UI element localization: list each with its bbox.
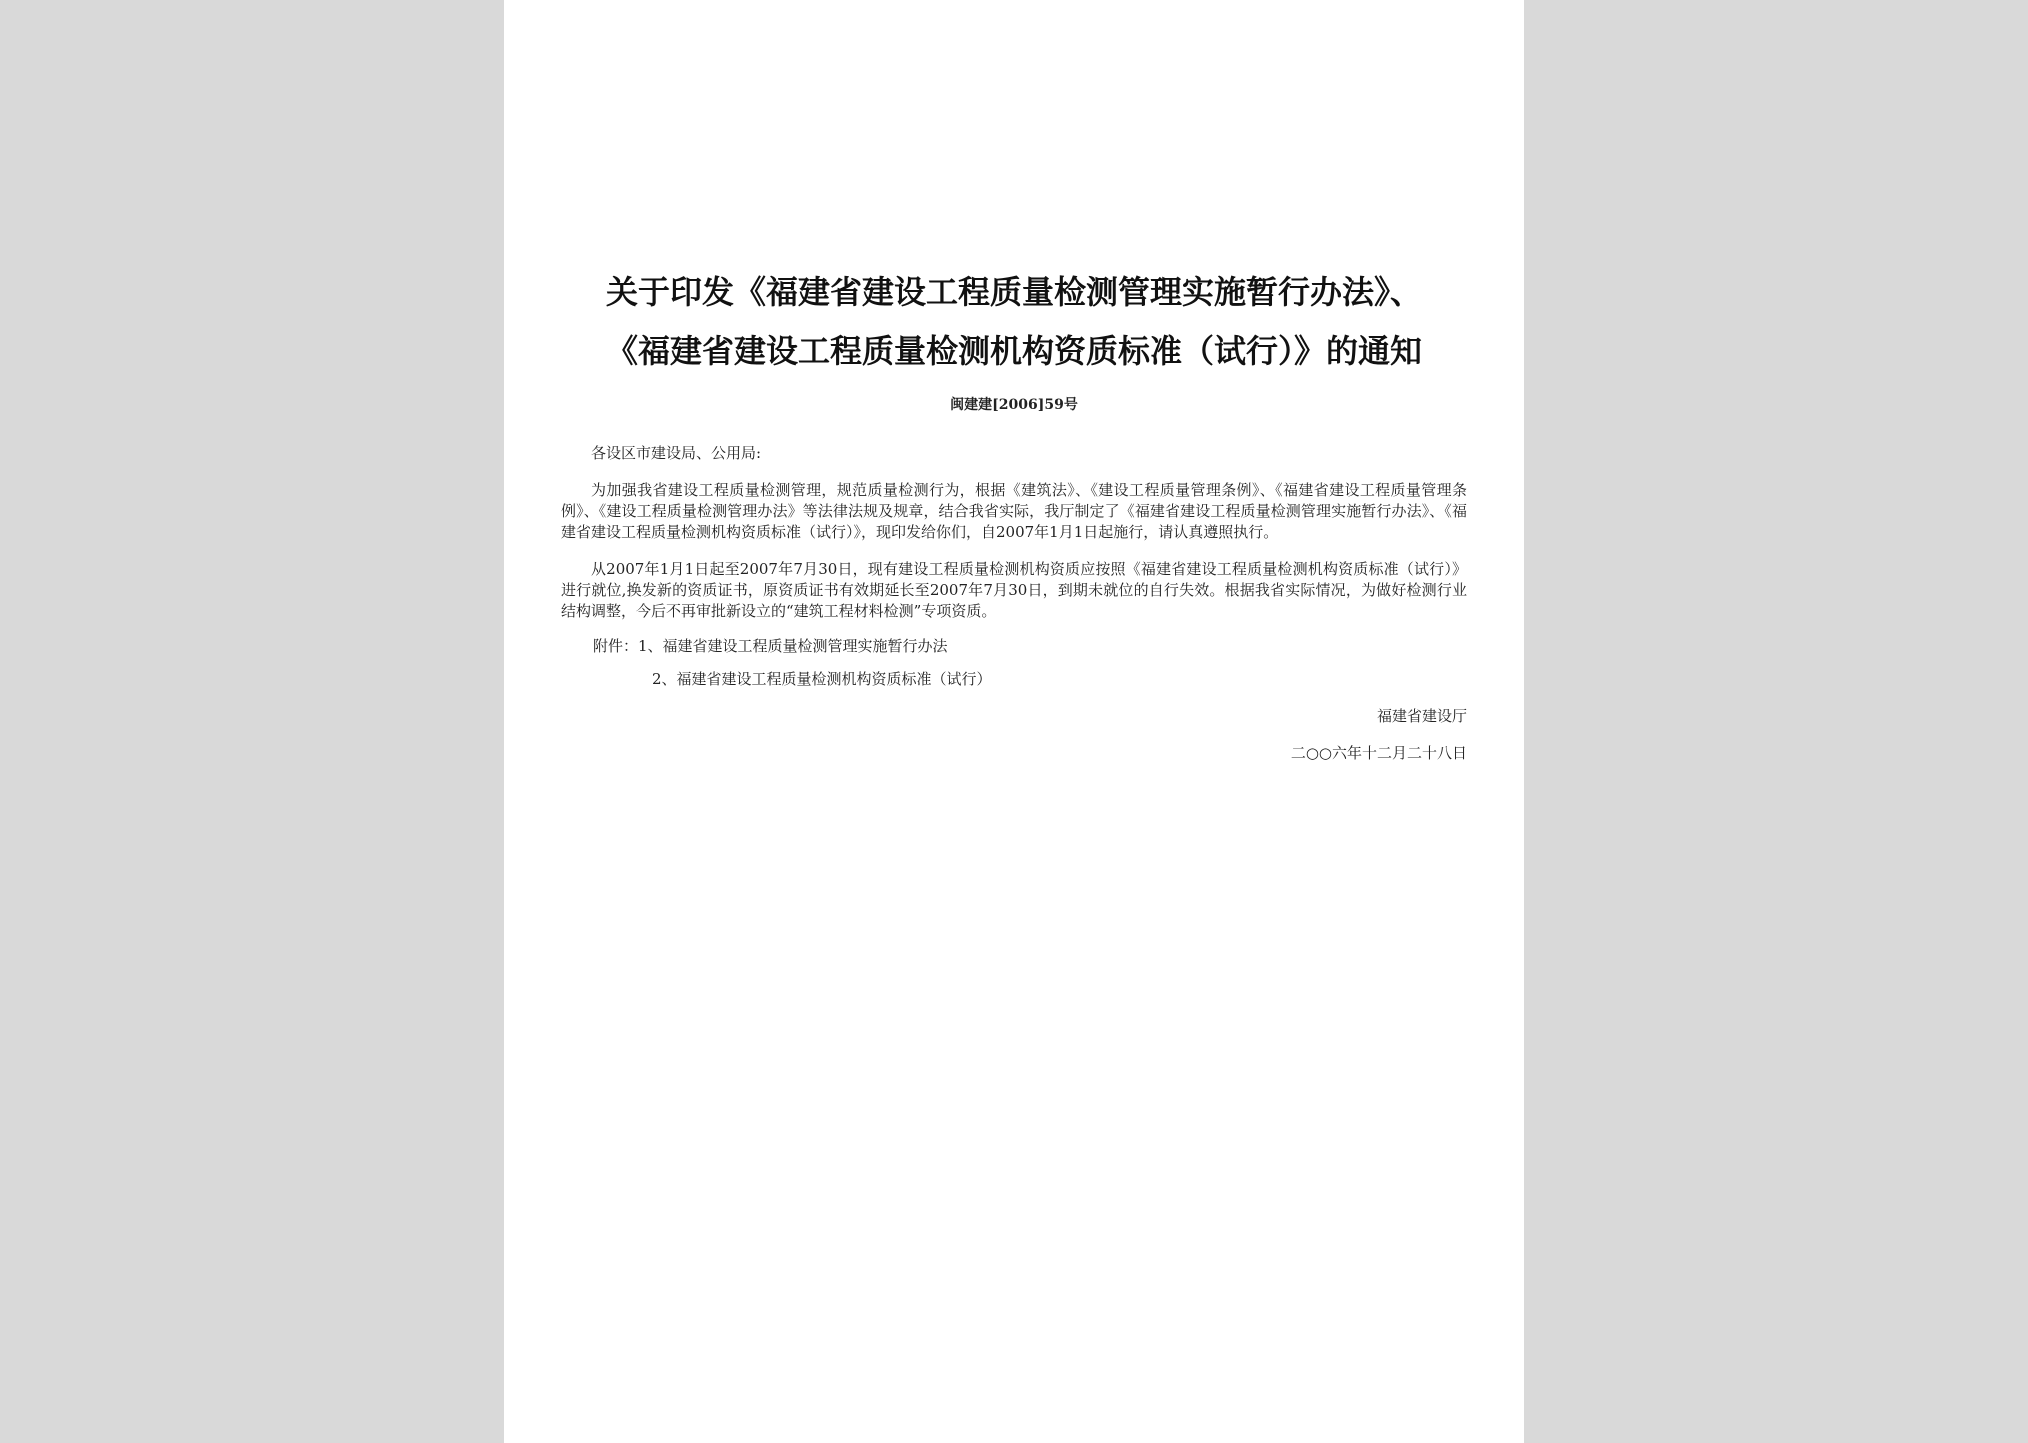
body-paragraph-2: 从2007年1月1日起至2007年7月30日，现有建设工程质量检测机构资质应按照《福建省建设工程质量检测机构资质标准（试行）》进行就位,换发新的资质证书，原资质证书有效期延长至2007年7月30日，到期未就位的自行失效。根据我省实际情况，为做好检测行业结构调整，今后不再审批新设立的“建筑工程材料检测”专项资质。 <box>561 560 1467 620</box>
document-page <box>504 0 1524 1443</box>
issue-date: 二○○六年十二月二十八日 <box>1290 744 1467 762</box>
salutation: 各设区市建设局、公用局: <box>591 444 762 462</box>
document-title: 关于印发《福建省建设工程质量检测管理实施暂行办法》、《福建省建设工程质量检测机构资质标准（试行）》的通知 <box>605 273 1422 370</box>
document-number: 闽建建[2006]59号 <box>950 397 1078 413</box>
document-content <box>561 263 1467 764</box>
signature: 福建省建设厅 <box>1376 707 1467 725</box>
attachment-1: 附件：1、福建省建设工程质量检测管理实施暂行办法 <box>593 637 948 655</box>
body-paragraph-1: 为加强我省建设工程质量检测管理，规范质量检测行为，根据《建筑法》、《建设工程质量管理条例》、《福建省建设工程质量管理条例》、《建设工程质量检测管理办法》等法律法规及规章，结合我省实际，我厅制定了《福建省建设工程质量检测管理实施暂行办法》、《福建省建设工程质量检测机构资质标准（试行）》，现印发给你们，自2007年1月1日起施行，请认真遵照执行。 <box>561 481 1467 541</box>
attachment-2: 2、福建省建设工程质量检测机构资质标准（试行） <box>652 670 992 688</box>
